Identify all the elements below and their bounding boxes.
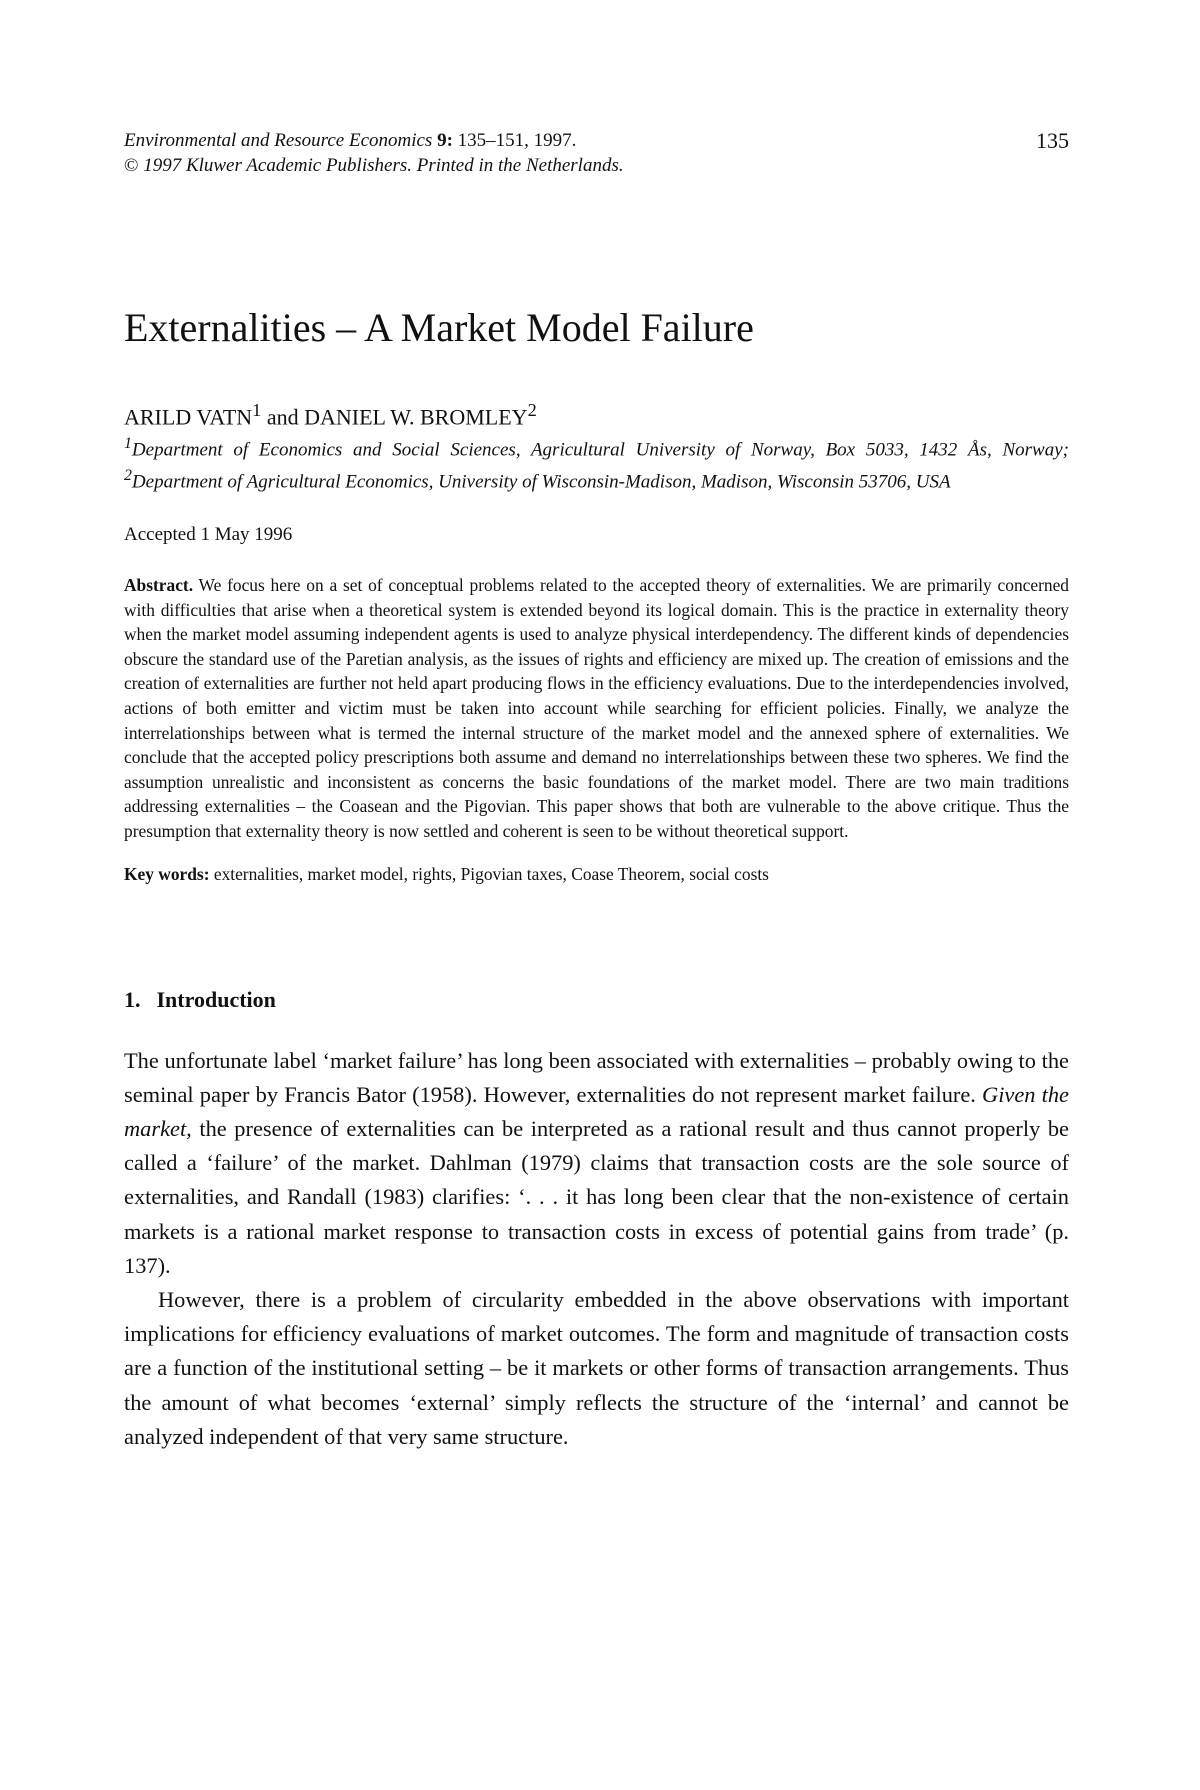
abstract — [124, 573, 1069, 844]
keywords-label: Key words: — [124, 863, 210, 884]
abstract-label: Abstract. — [124, 574, 194, 595]
body-paragraph-1 — [124, 1044, 1069, 1283]
author-line — [124, 396, 1069, 431]
copyright-notice — [124, 153, 1069, 178]
article-title: Externalities – A Market Model Failure — [124, 305, 754, 350]
author-affiliations — [124, 431, 1069, 494]
body-paragraph-2: However, there is a problem of circularity embedded in the above observations with important implications for efficiency evaluations of market outcomes. The form and magnitude of transaction costs are a function of the institutional setting – be it markets or other forms of transaction arrangements. Thus the amount of what becomes ‘external’ simply reflects the structure of the ‘internal’ and cannot be analyzed independent of that very same structure. — [124, 1286, 1069, 1449]
journal-citation — [124, 128, 1069, 153]
section-number: 1. — [124, 986, 141, 1012]
page-header — [124, 128, 1069, 188]
journal-pages-year: 135–151, 1997. — [457, 130, 577, 151]
copyright-text: 1997 Kluwer Academic Publishers. Printed in the Netherlands. — [143, 155, 624, 176]
paragraph-1-part-1: The unfortunate label ‘market failure’ has long been associated with externalities – probably owing to the seminal paper by Francis Bator (1958). However, externalities do not represent market failure. — [124, 1047, 1069, 1107]
copyright-symbol: © — [124, 155, 139, 176]
abstract-text: We focus here on a set of conceptual problems related to the accepted theory of externalities. We are primarily concerned with difficulties that arise when a theoretical system is extended beyond its logical domain. This is the practice in externality theory when the market model assuming independent agents is used to analyze physical interdependency. The different kinds of dependencies obscure the standard use of the Paretian analysis, as the issues of rights and efficiency are mixed up. The creation of emissions and the creation of externalities are further not held apart producing flows in the efficiency evaluations. Due to the interdependencies involved, actions of both emitter and victim must be taken into account while searching for efficient policies. Finally, we analyze the interrelationships between what is termed the internal structure of the market model and the annexed sphere of externalities. We conclude that the accepted policy prescriptions both assume and demand no interrelationships between these two spheres. We find the assumption unrealistic and inconsistent as concerns the basic foundations of the market model. There are two main traditions addressing externalities – the Coasean and the Pigovian. This paper shows that both are vulnerable to the above critique. Thus the presumption that externality theory is now settled and coherent is seen to be without theoretical support. — [124, 574, 1069, 841]
author-2-marker: 2 — [527, 400, 537, 420]
journal-volume: 9: — [437, 130, 453, 151]
affiliation-1-marker: 1 — [124, 435, 132, 453]
journal-name: Environmental and Resource Economics — [124, 130, 433, 151]
keywords — [124, 862, 1069, 886]
section-heading-introduction — [124, 986, 1069, 1014]
article-page — [124, 128, 1069, 1476]
paragraph-1-emphasis: Given the market, — [124, 1081, 1069, 1141]
affiliation-1: Department of Economics and Social Sciences, Agricultural University of Norway, Box 5033, 1432 Ås, Norway; — [131, 439, 1069, 461]
affiliation-2-marker: 2 — [124, 466, 132, 484]
author-conjunction: and — [261, 404, 305, 430]
accepted-date: Accepted 1 May 1996 — [124, 523, 293, 545]
section-title: Introduction — [156, 986, 276, 1012]
keywords-text: externalities, market model, rights, Pigovian taxes, Coase Theorem, social costs — [209, 863, 769, 884]
author-name-1: ARILD VATN — [124, 404, 253, 430]
author-name-2: DANIEL W. BROMLEY — [304, 404, 528, 430]
paragraph-1-part-2: the presence of externalities can be interpreted as a rational result and thus cannot properly be called a ‘failure’ of the market. Dahlman (1979) claims that transaction costs are the sole source of externalities, and Randall (1983) clarifies: ‘. . . it has long been clear that the non-existence of certain markets is a rational market response to transaction costs in excess of potential gains from trade’ (p. 137). — [124, 1115, 1069, 1278]
page-number: 135 — [1036, 128, 1069, 153]
author-1-marker: 1 — [252, 400, 262, 420]
affiliation-2: Department of Agricultural Economics, University of Wisconsin-Madison, Madison, Wisconsin 53706, USA — [131, 470, 951, 492]
